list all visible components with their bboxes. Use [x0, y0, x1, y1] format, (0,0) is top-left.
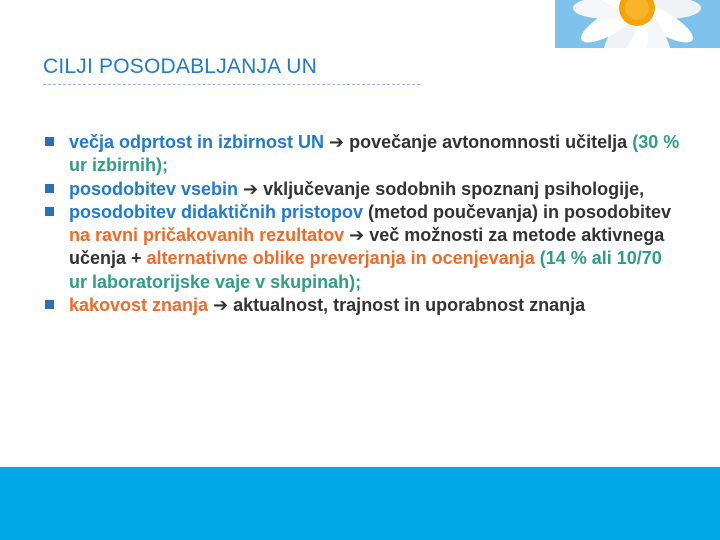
bullet-text-segment: posodobitev vsebin — [69, 178, 244, 199]
square-bullet-icon — [44, 299, 54, 309]
bullet-text-segment: (metod poučevanja) in posodobitev — [368, 201, 672, 222]
bullet-text-segment: aktualnost, trajnost in uporabnost znanja — [228, 295, 586, 316]
slide-title: CILJI POSODABLJANJA UN — [43, 55, 317, 78]
bullet-text-segment: alternativne oblike preverjanja in ocenjevanja — [146, 248, 540, 269]
bullet-item — [44, 178, 684, 201]
square-bullet-icon — [44, 183, 54, 193]
right-arrow-icon: ➔ — [329, 132, 345, 152]
bullet-text-segment: kakovost znanja — [69, 295, 214, 316]
daisy-flower-icon — [555, 0, 720, 48]
bullet-item — [44, 294, 684, 317]
bullet-item — [44, 131, 684, 178]
bullet-item — [44, 201, 684, 294]
square-bullet-icon — [44, 206, 54, 216]
right-arrow-icon: ➔ — [349, 225, 365, 246]
bullet-text-segment: na ravni pričakovanih rezultatov — [69, 225, 350, 246]
bullet-text-segment: posodobitev didaktičnih pristopov — [69, 201, 369, 222]
right-arrow-icon: ➔ — [243, 178, 259, 199]
bullet-list — [44, 131, 684, 317]
bullet-text-segment: vključevanje sodobnih spoznanj psihologije, — [258, 178, 645, 199]
square-bullet-icon — [44, 136, 54, 146]
bullet-text-segment: (14 % ali 10/70 ur laboratorijske vaje v skupinah); — [69, 248, 662, 292]
bullet-text-segment: večja odprtost in izbirnost UN — [69, 132, 330, 152]
footer-bar — [0, 467, 720, 540]
title-underline — [43, 84, 420, 85]
bullet-text-segment: povečanje avtonomnosti učitelja — [344, 132, 633, 152]
bullet-text-segment: (30 % ur izbirnih); — [69, 132, 680, 176]
right-arrow-icon: ➔ — [213, 295, 229, 316]
bullet-text-segment: več možnosti za metode aktivnega učenja + — [69, 225, 665, 269]
